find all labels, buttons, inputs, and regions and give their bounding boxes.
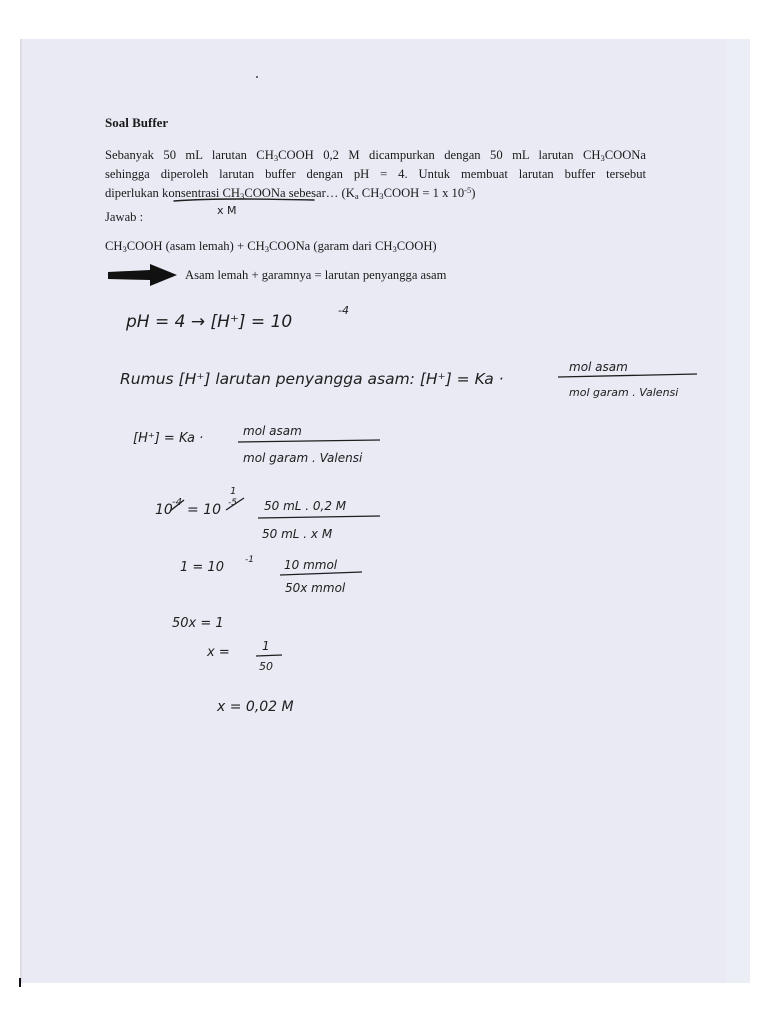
answer-label: Jawab : bbox=[105, 210, 144, 224]
formula-step-lhs: [H⁺] = Ka · bbox=[133, 431, 204, 446]
handwritten-underline bbox=[174, 199, 314, 201]
formula-step-denominator: mol garam . Valensi bbox=[243, 451, 363, 465]
simplified-lhs: 1 = 10 bbox=[180, 560, 224, 575]
fraction-bar bbox=[256, 655, 282, 656]
final-answer: x = 0,02 M bbox=[217, 699, 294, 715]
substitution-rhs-exp: -5 bbox=[228, 498, 237, 508]
simplified-exp: -1 bbox=[245, 555, 254, 565]
formula-line: Rumus [H⁺] larutan penyangga asam: [H⁺] = Ka · bbox=[120, 370, 504, 388]
question-line-2: sehingga diperoleh larutan buffer dengan pH = 4. Untuk membuat larutan buffer tersebut bbox=[105, 167, 646, 181]
question-line-3: diperlukan konsentrasi $CH_3COONa$ sebesar… ($K_a$ $CH_3COOH = 1$ x $10^{-5}$) bbox=[105, 185, 476, 202]
fraction-bar bbox=[280, 572, 362, 575]
substitution-lhs: 10 bbox=[155, 502, 173, 518]
underlined-phrase: konsentrasi $CH_3COONa$ bbox=[162, 186, 286, 202]
corrected-exponent: 1 bbox=[230, 486, 237, 497]
simplified-numerator: 10 mmol bbox=[284, 558, 338, 572]
equation-x: x = bbox=[207, 645, 230, 660]
formula-numerator: mol asam bbox=[569, 360, 628, 374]
substitution-rhs: = 10 bbox=[187, 502, 221, 518]
arrow-statement: Asam lemah + garamnya = larutan penyangga asam bbox=[185, 268, 447, 282]
fraction-bar bbox=[258, 516, 380, 518]
equation-50x: 50x = 1 bbox=[172, 616, 224, 631]
substitution-lhs-exp: -4 bbox=[172, 497, 182, 508]
substitution-denominator: 50 mL . x M bbox=[262, 527, 333, 541]
annotation-x-m: x M bbox=[217, 204, 237, 217]
equation-x-numerator: 1 bbox=[262, 639, 270, 653]
formula-denominator: mol garam . Valensi bbox=[569, 386, 679, 399]
equation-x-denominator: 50 bbox=[259, 660, 273, 673]
reaction-equation: $CH_3COOH$ (asam lemah) + $CH_3COONa$ (garam dari $CH_3COOH$) bbox=[105, 239, 437, 255]
fraction-bar bbox=[558, 374, 697, 377]
fraction-bar bbox=[238, 440, 380, 442]
ph-line: pH = 4 → [H⁺] = 10 bbox=[126, 312, 293, 332]
formula-step-numerator: mol asam bbox=[243, 424, 302, 438]
simplified-denominator: 50x mmol bbox=[285, 581, 346, 595]
question-line-1: Sebanyak 50 mL larutan $CH_3COOH$ 0,2 M dicampurkan dengan 50 mL larutan $CH_3COONa$ bbox=[105, 148, 646, 164]
page-title: Soal Buffer bbox=[105, 115, 169, 130]
ph-exponent: -4 bbox=[338, 304, 349, 317]
arrow-icon bbox=[108, 264, 177, 286]
substitution-numerator: 50 mL . 0,2 M bbox=[264, 499, 347, 513]
